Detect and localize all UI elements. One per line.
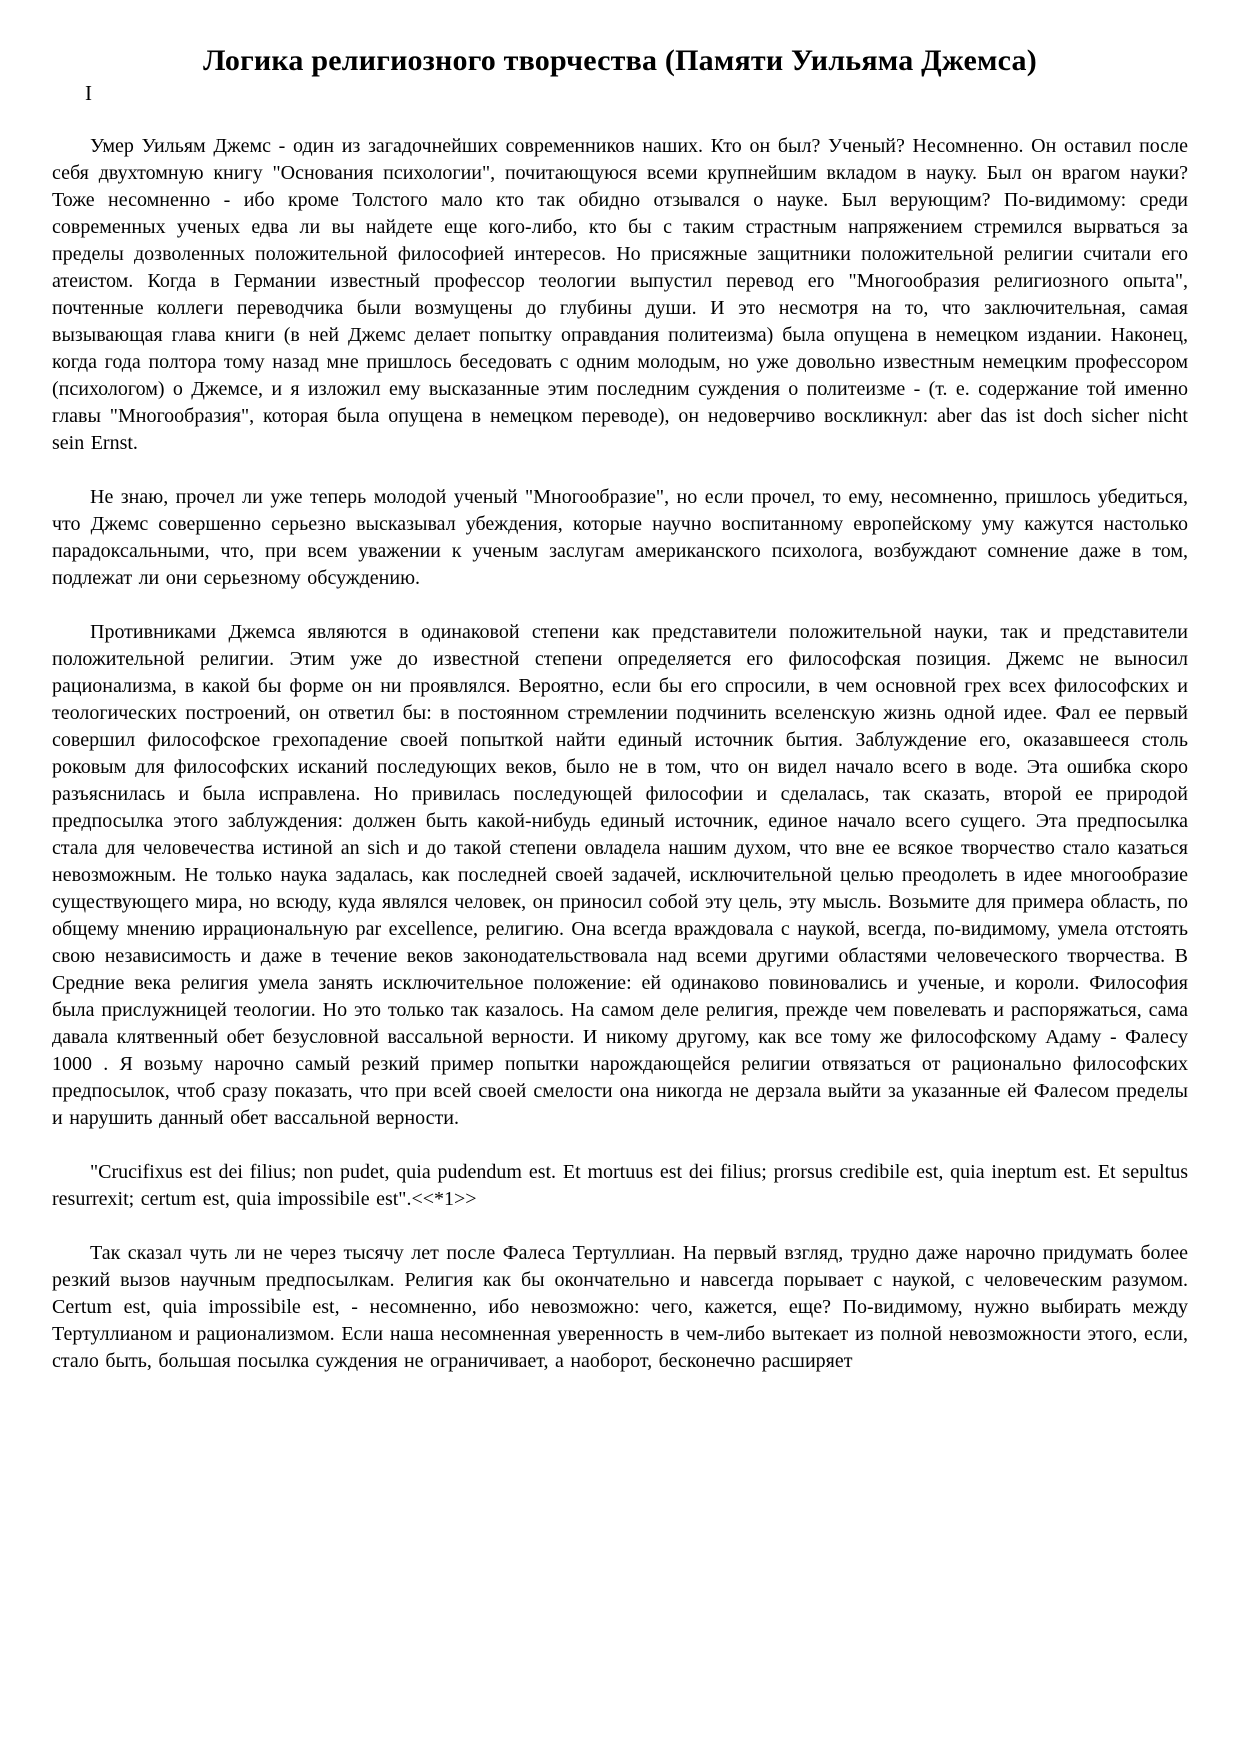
paragraph-1: Умер Уильям Джемс - один из загадочнейших современников наших. Кто он был? Ученый? Несомненно. Он оставил после себя двухтомную книгу "Основания психологии", почитающуюся всеми крупнейшим вкладом в науку. Был он врагом науки? Тоже несомненно - ибо кроме Толстого мало кто так обидно отзывался о науке. Был верующим? По-видимому: среди современных ученых едва ли вы найдете еще кого-либо, кто бы с таким страстным напряжением стремился вырваться за пределы дозволенных положительной философией интересов. Но присяжные защитники положительной религии считали его атеистом. Когда в Германии известный профессор теологии выпустил перевод его "Многообразия религиозного опыта", почтенные коллеги переводчика были возмущены до глубины души. И это несмотря на то, что заключительная, самая вызывающая глава книги (в ней Джемс делает попытку оправдания политеизма) была опущена в немецком издании. Наконец, когда года полтора тому назад мне пришлось беседовать с одним молодым, но уже довольно известным немецким профессором (психологом) о Джемсе, и я изложил ему высказанные этим последним суждения о политеизме - (т. е. содержание той именно главы "Многообразия", которая была опущена в немецком переводе), он недоверчиво воскликнул: aber das ist doch sicher nicht sein Ernst. bbox=[52, 134, 1188, 454]
paragraph-2: Не знаю, прочел ли уже теперь молодой ученый "Многообразие", но если прочел, то ему, несомненно, пришлось убедиться, что Джемс совершенно серьезно высказывал убеждения, которые научно воспитанному европейскому уму кажутся настолько парадоксальными, что, при всем уважении к ученым заслугам американского психолога, возбуждают сомнение даже в том, подлежат ли они серьезному обсуждению. bbox=[52, 485, 1188, 589]
paragraph-4-latin-quote: "Crucifixus est dei filius; non pudet, quia pudendum est. Et mortuus est dei filius; prorsus credibile est, quia ineptum est. Et sepultus resurrexit; certum est, quia impossibile est".<<*1>> bbox=[52, 1160, 1188, 1210]
paragraph-5: Так сказал чуть ли не через тысячу лет после Фалеса Тертуллиан. На первый взгляд, трудно даже нарочно придумать более резкий вызов научным предпосылкам. Религия как бы окончательно и навсегда порывает с наукой, с человеческим разумом. Certum est, quia impossibile est, - несомненно, ибо невозможно: чего, кажется, еще? По-видимому, нужно выбирать между Тертуллианом и рационализмом. Если наша несомненная уверенность в чем-либо вытекает из полной невозможности этого, если, стало быть, большая посылка суждения не ограничивает, а наоборот, бесконечно расширяет bbox=[52, 1241, 1188, 1372]
document-body bbox=[52, 133, 1188, 1375]
paragraph-3: Противниками Джемса являются в одинаковой степени как представители положительной науки, так и представители положительной религии. Этим уже до известной степени определяется его философская позиция. Джемс не выносил рационализма, в какой бы форме он ни проявлялся. Вероятно, если бы его спросили, в чем основной грех всех философских и теологических построений, он ответил бы: в постоянном стремлении подчинить вселенскую жизнь одной идее. Фал ее первый совершил философское грехопадение своей попыткой найти единый источник бытия. Заблуждение его, оказавшееся столь роковым для философских исканий последующих веков, было не в том, что он видел начало всего в воде. Эта ошибка скоро разъяснилась и была исправлена. Но привилась последующей философии и сделалась, так сказать, второй ее природой предпосылка этого заблуждения: должен быть какой-нибудь единый источник, единое начало всего сущего. Эта предпосылка стала для человечества истиной an sich и до такой степени овладела нашим духом, что вне ее всякое творчество стало казаться невозможным. Не только наука задалась, как последней своей задачей, исключительной целью преодолеть в идее многообразие существующего мира, но всюду, куда являлся человек, он приносил собой эту цель, эту мысль. Возьмите для примера область, по общему мнению иррациональную par excellence, религию. Она всегда враждовала с наукой, всегда, по-видимому, умела отстоять свою независимость и даже в течение веков законодательствовала над всеми другими областями человеческого творчества. В Средние века религия умела занять исключительное положение: ей одинаково повиновались и ученые, и короли. Философия была прислужницей теологии. Но это только так казалось. На самом деле религия, прежде чем повелевать и распоряжаться, сама давала клятвенный обет безусловной вассальной верности. И никому другому, как все тому же философскому Адаму - Фалесу 1000 . Я возьму нарочно самый резкий пример попытки нарождающейся религии отвязаться от рационально философских предпосылок, чтоб сразу показать, что при всей своей смелости она никогда не дерзала выйти за указанные ей Фалесом пределы и нарушить данный обет вассальной верности. bbox=[52, 620, 1188, 1129]
section-marker: I bbox=[85, 80, 92, 105]
page-title: Логика религиозного творчества (Памяти Уильяма Джемса) bbox=[203, 44, 1037, 77]
